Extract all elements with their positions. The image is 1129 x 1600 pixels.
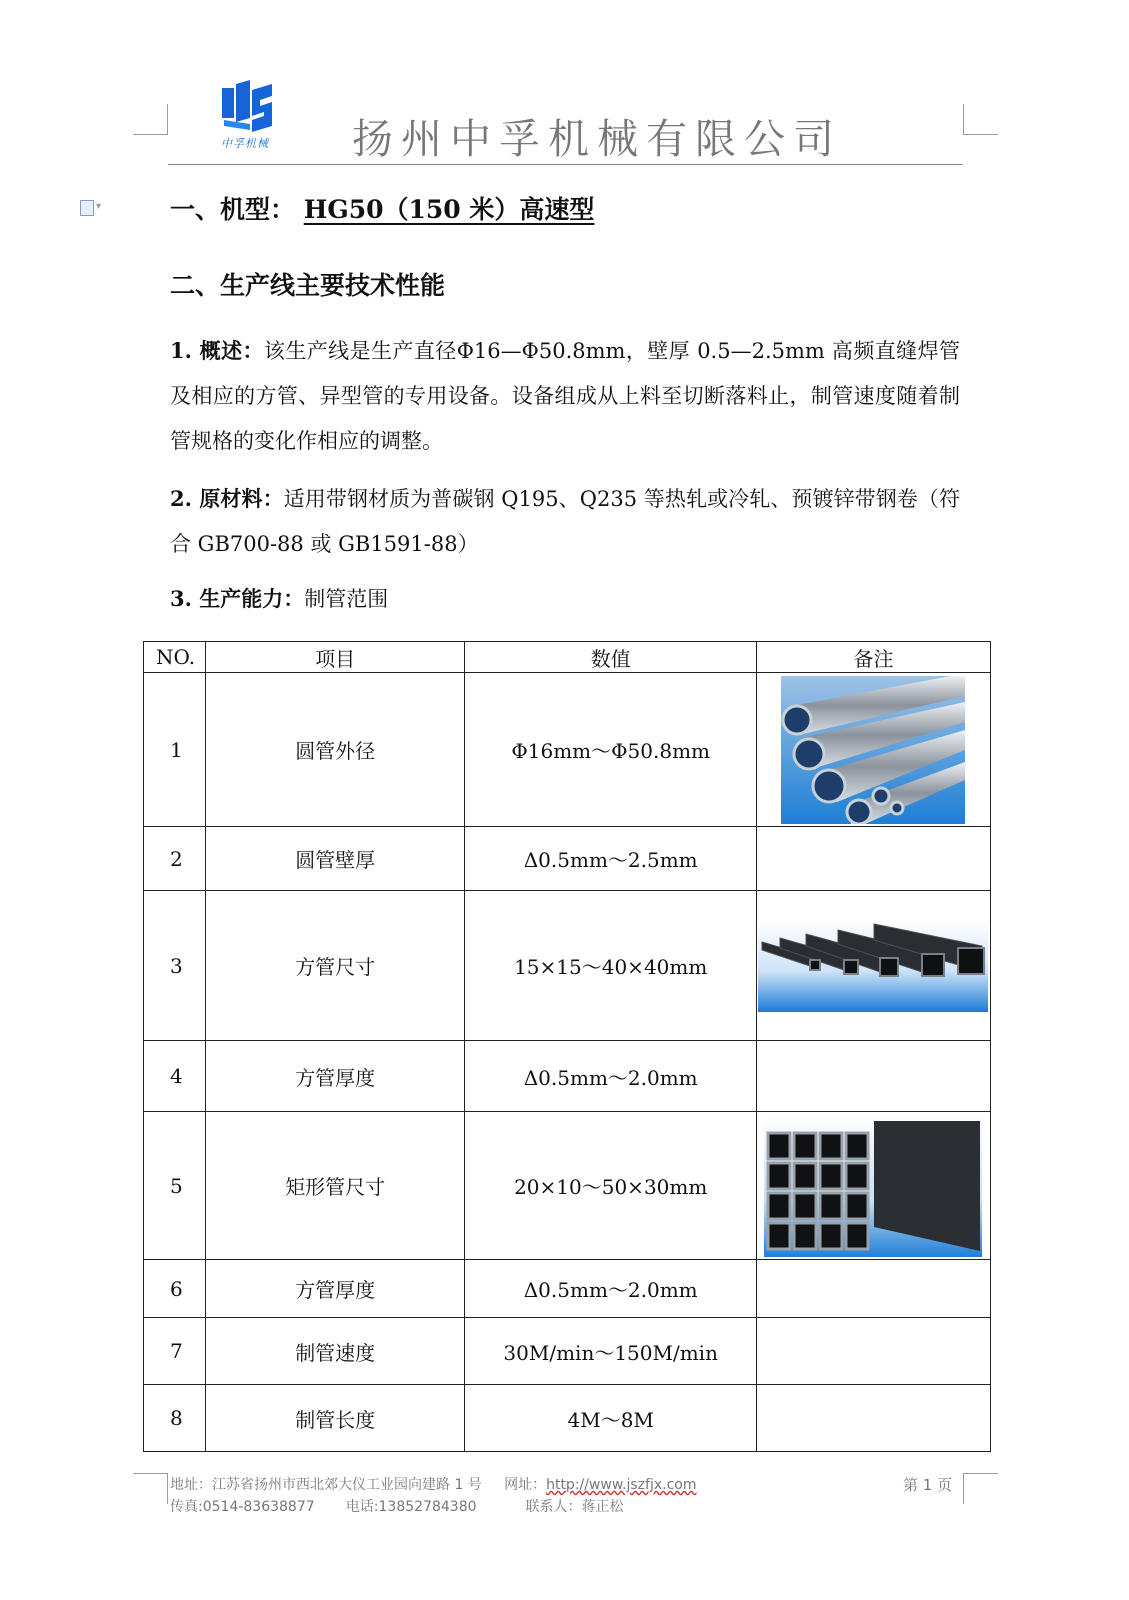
table-row [144, 891, 991, 1041]
row-no: 7 [144, 1318, 206, 1385]
row-value: Δ0.5mm～2.5mm [465, 827, 757, 891]
row-value: Δ0.5mm～2.0mm [465, 1041, 757, 1112]
corner-mark-top-left [133, 104, 168, 135]
model-heading-prefix: 一、机型： [170, 195, 296, 224]
corner-mark-bottom-left [133, 1473, 168, 1504]
round-pipes-image [781, 676, 965, 824]
model-heading [170, 190, 594, 226]
material-text: 适用带钢材质为普碳钢 Q195、Q235 等热轧或冷轧、预镀锌带钢卷（符合 GB700-88 或 GB1591-88） [170, 487, 961, 556]
table-row [144, 673, 991, 827]
row-remark [756, 1318, 990, 1385]
table-row [144, 827, 991, 891]
company-name: 扬州中孚机械有限公司 [352, 115, 842, 163]
document-icon[interactable] [80, 200, 94, 216]
row-value: 20×10～50×30mm [465, 1112, 757, 1260]
capacity-label: 3. 生产能力： [170, 586, 305, 611]
row-value: Φ16mm～Φ50.8mm [465, 673, 757, 827]
footer-contact: 联系人：蒋正松 [525, 1499, 624, 1515]
row-value: Δ0.5mm～2.0mm [465, 1260, 757, 1318]
overview-label: 1. 概述： [170, 338, 264, 363]
row-item: 圆管壁厚 [205, 827, 464, 891]
table-row [144, 1112, 991, 1260]
table-header-row [144, 642, 991, 673]
row-no: 1 [144, 673, 206, 827]
row-remark [756, 1041, 990, 1112]
row-remark [756, 891, 990, 1041]
row-item: 方管尺寸 [205, 891, 464, 1041]
row-no: 3 [144, 891, 206, 1041]
spec-table [143, 641, 991, 1452]
square-pipes-image [758, 920, 988, 1012]
row-remark [756, 827, 990, 891]
row-remark [756, 673, 990, 827]
table-row [144, 1041, 991, 1112]
page-number: 第 1 页 [903, 1476, 953, 1494]
material-label: 2. 原材料： [170, 486, 284, 511]
row-no: 5 [144, 1112, 206, 1260]
row-remark [756, 1112, 990, 1260]
footer-line-1 [170, 1474, 696, 1494]
row-no: 8 [144, 1385, 206, 1452]
performance-heading: 二、生产线主要技术性能 [170, 271, 446, 300]
row-no: 4 [144, 1041, 206, 1112]
col-header-item: 项目 [205, 642, 464, 673]
corner-mark-top-right [963, 104, 998, 135]
row-remark [756, 1260, 990, 1318]
footer-website-link[interactable]: http://www.jszfjx.com [546, 1477, 697, 1493]
row-item: 方管厚度 [205, 1260, 464, 1318]
footer-phone: 电话:13852784380 [345, 1499, 477, 1515]
row-item: 方管厚度 [205, 1041, 464, 1112]
row-item: 矩形管尺寸 [205, 1112, 464, 1260]
row-value: 30M/min～150M/min [465, 1318, 757, 1385]
header-divider [168, 164, 963, 165]
footer-fax: 传真:0514-83638877 [170, 1499, 315, 1515]
capacity-paragraph [170, 576, 960, 622]
rectangular-pipes-image [764, 1115, 982, 1257]
material-paragraph [170, 476, 960, 567]
overview-paragraph [170, 328, 960, 464]
col-header-no: NO. [144, 642, 206, 673]
row-remark [756, 1385, 990, 1452]
logo-text: 中孚机械 [221, 137, 269, 150]
row-no: 2 [144, 827, 206, 891]
row-item: 制管长度 [205, 1385, 464, 1452]
capacity-text: 制管范围 [304, 587, 389, 611]
col-header-value: 数值 [465, 642, 757, 673]
corner-mark-bottom-right [963, 1473, 998, 1504]
chevron-down-icon[interactable]: ▾ [96, 201, 102, 212]
model-name: HG50（150 米）高速型 [303, 195, 595, 224]
overview-text: 该生产线是生产直径Φ16—Φ50.8mm，壁厚 0.5—2.5mm 高频直缝焊管及相应的方管、异型管的专用设备。设备组成从上料至切断落料止，制管速度随着制管规格的变化作相应的调整。 [170, 339, 961, 453]
row-value: 15×15～40×40mm [465, 891, 757, 1041]
table-row [144, 1385, 991, 1452]
footer-website-label: 网址： [504, 1477, 547, 1493]
row-no: 6 [144, 1260, 206, 1318]
table-row [144, 1318, 991, 1385]
footer-line-2 [170, 1496, 623, 1516]
row-item: 圆管外径 [205, 673, 464, 827]
col-header-remark: 备注 [756, 642, 990, 673]
footer-address: 地址：江苏省扬州市西北郊大仪工业园向建路 1 号 [170, 1477, 482, 1493]
row-value: 4M～8M [465, 1385, 757, 1452]
row-item: 制管速度 [205, 1318, 464, 1385]
table-row [144, 1260, 991, 1318]
